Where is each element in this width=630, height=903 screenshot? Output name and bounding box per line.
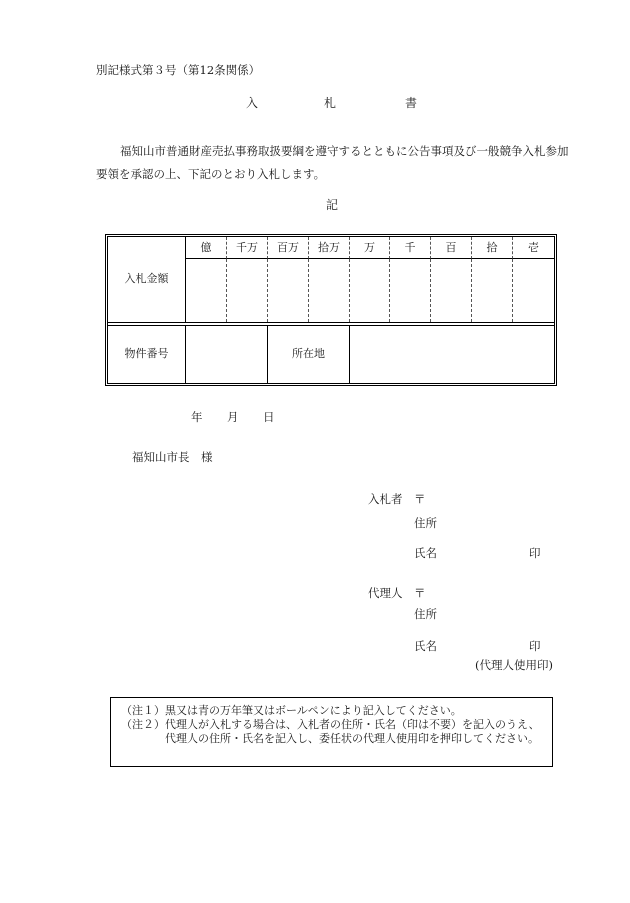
date-day: 日 — [263, 410, 275, 424]
digit-header-hyakuman: 百万 — [268, 237, 309, 259]
digit-header-senman: 千万 — [227, 237, 268, 259]
amount-cell-ju[interactable] — [472, 259, 513, 322]
bidder-name-label: 氏名 — [414, 546, 437, 560]
property-number-cell[interactable] — [186, 326, 268, 383]
note-text: 黒又は青の万年筆又はボールペンにより記入してください。 — [165, 704, 462, 717]
bid-table — [107, 236, 555, 384]
bidder-postal-mark: 〒 — [414, 492, 426, 506]
agent-postal-mark: 〒 — [414, 586, 426, 600]
digit-header-man: 万 — [350, 237, 390, 259]
title-char-2: 札 — [324, 96, 337, 110]
digit-header-sen: 千 — [390, 237, 431, 259]
amount-cell-ichi[interactable] — [513, 259, 554, 322]
note-tag: （注１） — [121, 704, 165, 717]
amount-cell-juman[interactable] — [309, 259, 350, 322]
note-text: 代理人が入札する場合は、入札者の住所・氏名（印は不要）を記入のうえ、代理人の住所・氏名を記入し、委任状の代理人使用印を押印してください。 — [165, 718, 540, 745]
form-label: 別記様式第３号（第12条関係） — [96, 63, 261, 77]
property-number-label: 物件番号 — [108, 326, 186, 383]
amount-cell-hyaku[interactable] — [431, 259, 472, 322]
digit-header-oku: 億 — [186, 237, 227, 259]
digit-header-ichi: 壱 — [513, 237, 554, 259]
agent-seal: 印 — [529, 639, 541, 653]
digit-header-ju: 拾 — [472, 237, 513, 259]
amount-label: 入札金額 — [108, 237, 186, 322]
intro-paragraph: 福知山市普通財産売払事務取扱要綱を遵守するとともに公告事項及び一般競争入札参加要領を承認の上、下記のとおり入札します。 — [96, 144, 569, 181]
title-char-1: 入 — [246, 96, 259, 110]
notes-box — [110, 697, 553, 767]
location-label: 所在地 — [268, 326, 350, 383]
title-char-3: 書 — [405, 96, 418, 110]
ki-marker: 記 — [326, 198, 339, 212]
note-tag: （注２） — [121, 718, 165, 731]
bidder-role: 入札者 — [368, 492, 403, 506]
agent-address-label: 住所 — [414, 607, 437, 621]
amount-cell-senman[interactable] — [227, 259, 268, 322]
date-month: 月 — [227, 410, 239, 424]
digit-header-juman: 拾万 — [309, 237, 350, 259]
digit-header-hyaku: 百 — [431, 237, 472, 259]
agent-seal-note: (代理人使用印) — [475, 658, 553, 672]
agent-role: 代理人 — [368, 586, 403, 600]
amount-cell-hyakuman[interactable] — [268, 259, 309, 322]
bidder-address-label: 住所 — [414, 516, 437, 530]
agent-name-label: 氏名 — [414, 639, 437, 653]
amount-cell-sen[interactable] — [390, 259, 431, 322]
amount-cell-oku[interactable] — [186, 259, 227, 322]
amount-cell-man[interactable] — [350, 259, 390, 322]
location-cell[interactable] — [350, 326, 554, 383]
date-year: 年 — [191, 410, 203, 424]
addressee: 福知山市長 様 — [132, 450, 213, 464]
bidder-seal: 印 — [529, 546, 541, 560]
